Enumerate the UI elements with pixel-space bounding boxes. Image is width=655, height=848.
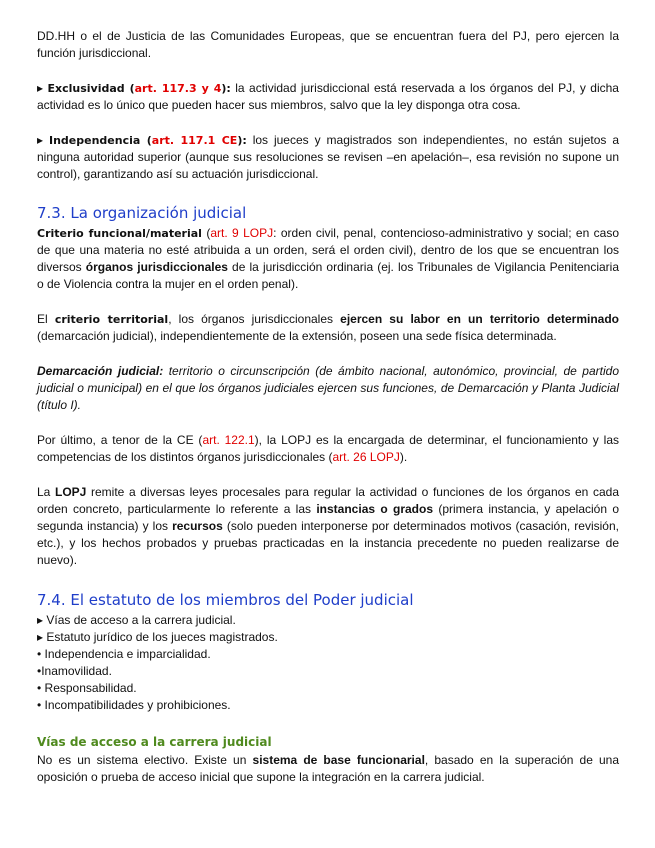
lopj-text-3: (primera instancia, y apelación o segunda instancia) y los bbox=[37, 502, 620, 533]
article-ref: art. 117.3 y 4 bbox=[134, 82, 222, 95]
paragraph-por-ultimo bbox=[37, 432, 619, 466]
lopj-text-4: (solo pueden interponerse por determinados motivos (casación, revisión, etc.), y los hechos probados y pruebas practicadas en la instancia precedente no pueden realizarse de nuevo). bbox=[37, 519, 619, 567]
paren-open: ( bbox=[140, 134, 152, 147]
paragraph-intro: DD.HH o el de Justicia de las Comunidades Europeas, que se encuentran fuera del PJ, pero ejercen la función jurisdiccional. bbox=[37, 29, 619, 60]
ultimo-text: Por último, a tenor de la CE ( bbox=[37, 433, 203, 447]
vias-text-2: , basado en la superación de una oposición o prueba de acceso inicial que supone la integración en la carrera judicial. bbox=[37, 753, 620, 784]
document-page bbox=[37, 28, 619, 786]
paragraph-criterio-territorial bbox=[37, 311, 619, 345]
article-ref: art. 117.1 CE bbox=[151, 134, 238, 147]
ultimo-text-2: ), la LOPJ es la encargada de determinar, el funcionamiento y las competencias de los distintos órganos jurisdiccionales ( bbox=[37, 433, 620, 464]
term-criterio-territorial: criterio territorial bbox=[54, 313, 169, 326]
criterio-funcional-text-2: de la jurisdicción ordinaria (ej. los Tribunales de Vigilancia Penitenciaria o de Violencia contra la mujer en el orden penal). bbox=[37, 260, 619, 291]
list-item: • Responsabilidad. bbox=[37, 681, 137, 695]
paragraph-lopj bbox=[37, 484, 619, 569]
exclusividad-text: la actividad jurisdiccional está reservada a los órganos del PJ, y dicha actividad es lo único que pueden hacer sus miembros, salvo que la ley disponga otra cosa. bbox=[37, 81, 619, 112]
lopj-text-2: remite a diversas leyes procesales para regular la actividad o funciones de los órganos en cada orden concreto, particularmente lo referente a las bbox=[37, 485, 619, 516]
list-item: • Incompatibilidades y prohibiciones. bbox=[37, 698, 231, 712]
paragraph-demarcacion bbox=[37, 363, 619, 414]
paragraph-independencia bbox=[37, 132, 619, 183]
bullet-arrow: ▸ bbox=[37, 133, 44, 147]
demarcacion-text: territorio o circunscripción (de ámbito nacional, autonómico, provincial, de partido judicial o municipal) en el que los órganos judiciales ejercen sus funciones, de Demarcación y Planta Judicial (título I). bbox=[37, 364, 619, 412]
bold-ejercen: ejercen su labor en un territorio determinado bbox=[340, 312, 619, 326]
bold-lopj: LOPJ bbox=[55, 485, 87, 499]
list-item: •Inamovilidad. bbox=[37, 664, 112, 678]
term-exclusividad: Exclusividad bbox=[47, 82, 125, 95]
paren-open: ( bbox=[201, 226, 211, 240]
list-item: ▸ Vías de acceso a la carrera judicial. bbox=[37, 613, 236, 627]
criterio-territorial-text: , los órganos jurisdiccionales bbox=[168, 312, 341, 326]
article-ref: art. 122.1 bbox=[202, 433, 255, 447]
subheading-vias-acceso: Vías de acceso a la carrera judicial bbox=[37, 735, 272, 749]
paragraph-criterio-funcional bbox=[37, 225, 619, 293]
criterio-territorial-text-2: (demarcación judicial), independientemente de la extensión, poseen una sede física determinada. bbox=[37, 329, 557, 343]
text-el: El bbox=[37, 312, 55, 326]
paren-open: ( bbox=[124, 82, 135, 95]
criterio-funcional-text: : orden civil, penal, contencioso-administrativo y social; en caso de que una materia no esté atribuida a un orden, será el orden civil), dentro de los que se encuentran los diversos bbox=[37, 226, 620, 274]
term-criterio-funcional: Criterio funcional/material bbox=[37, 227, 202, 240]
estatuto-list bbox=[37, 612, 619, 714]
bold-instancias: instancias o grados bbox=[316, 502, 434, 516]
vias-text: No es un sistema electivo. Existe un bbox=[37, 753, 253, 767]
paragraph-exclusividad bbox=[37, 80, 619, 114]
paren-close: ): bbox=[221, 82, 231, 95]
term-independencia: Independencia bbox=[48, 134, 141, 147]
term-demarcacion: Demarcación judicial: bbox=[37, 364, 164, 378]
article-ref: art. 26 LOPJ bbox=[332, 450, 400, 464]
article-ref: art. 9 LOPJ bbox=[210, 226, 274, 240]
section-heading-7-3: 7.3. La organización judicial bbox=[37, 204, 247, 222]
ultimo-text-3: ). bbox=[399, 450, 408, 464]
section-heading-7-4: 7.4. El estatuto de los miembros del Poder judicial bbox=[37, 591, 414, 609]
bold-organos: órganos jurisdiccionales bbox=[85, 260, 228, 274]
paren-close: ): bbox=[237, 134, 247, 147]
bullet-arrow: ▸ bbox=[37, 81, 44, 95]
lopj-text: La bbox=[37, 485, 55, 499]
list-item: ▸ Estatuto jurídico de los jueces magistrados. bbox=[37, 630, 278, 644]
paragraph-vias bbox=[37, 752, 619, 786]
independencia-text: los jueces y magistrados son independientes, no están sujetos a ninguna autoridad superior (aunque sus resoluciones se revisen –en apelación–, esa revisión no supone un control), garantizando así su actuación jurisdiccional. bbox=[37, 133, 620, 181]
list-item: • Independencia e imparcialidad. bbox=[37, 647, 211, 661]
bold-sistema: sistema de base funcionarial bbox=[252, 753, 425, 767]
bold-recursos: recursos bbox=[172, 519, 223, 533]
